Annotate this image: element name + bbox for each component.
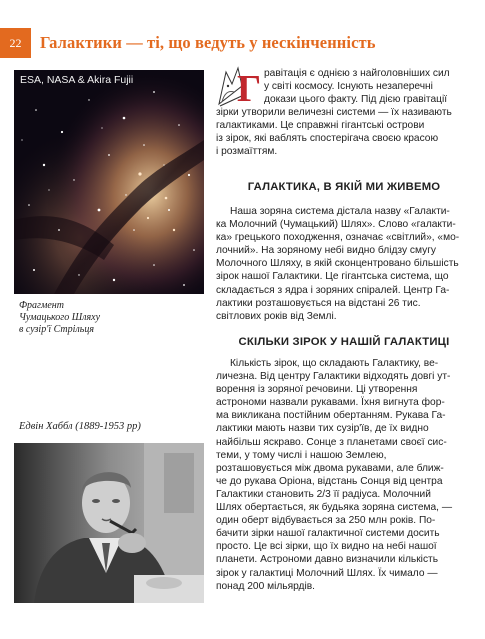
section-galaxy-text <box>216 205 472 323</box>
hubble-photo-caption: Едвін Хаббл (1889-1953 рр) <box>19 421 141 432</box>
text-line: світлових років від Землі. <box>216 310 337 322</box>
text-line: і розмаїттям. <box>216 146 278 158</box>
text-line: Наша зоряна система дістала назву «Галакти- <box>230 206 450 217</box>
page-title: Галактики — ті, що ведуть у нескінченність <box>40 33 376 52</box>
text-line: ворення із зоряної речовини. Ці утворення <box>216 384 418 396</box>
caption-line: Чумацького Шляху <box>19 312 101 323</box>
caption-line: в сузір'ї Стрільця <box>19 324 94 335</box>
text-line: Кількість зірок, що складають Галактику, ве- <box>230 358 439 369</box>
text-line: складається з ядра і зоряних спіралей. Центр Га- <box>216 284 450 296</box>
galaxy-photo-caption <box>19 300 199 336</box>
text-line: че до рукава Оріона, відстань Сонця від центра <box>216 475 443 487</box>
intro-text-beside-cap <box>216 67 472 119</box>
text-line: равітація є однією з найголовніших сил <box>264 68 450 79</box>
text-line: Молочного Шляху, в якій сконцентровано більшість <box>216 258 459 270</box>
section-heading-galaxy: ГАЛАКТИКА, В ЯКІЙ МИ ЖИВЕМО <box>247 181 441 193</box>
text-line: Галактики становить 2/3 її радіуса. Молочний <box>216 488 431 500</box>
text-line: один оберт відбувається за 250 млн років. По- <box>216 515 436 527</box>
text-line: галактиками. Це справжні гігантські острови <box>216 120 425 131</box>
text-line: ка» грецького походження, означає «світлий», «мо- <box>216 232 460 244</box>
text-line: докази цього факту. Під дією гравітації <box>264 94 448 106</box>
text-line: планети. Астрономи давно визначили кількість <box>216 554 439 566</box>
milky-way-image <box>14 70 204 294</box>
text-line: бачити зірки нашої галактичної системи досить <box>216 528 440 540</box>
text-line: понад 200 мільярдів. <box>216 580 315 592</box>
hubble-portrait-photo <box>14 443 204 603</box>
text-line: просто. Це всі зірки, що їх видно на небі нашої <box>216 541 437 553</box>
page-number: 22 <box>0 28 31 58</box>
text-line: ма викликана постійним обертанням. Рукава Га- <box>216 410 446 422</box>
intro-text-rest <box>216 119 472 158</box>
photo-credit: ESA, NASA & Akira Fujii <box>20 74 134 86</box>
text-line: лактики мають назви тих сузір'їв, де їх видно <box>216 423 429 435</box>
hubble-portrait-image <box>14 443 204 603</box>
text-line: лочний». На зоряному небі видно блідзу смугу <box>216 245 437 257</box>
text-line: найбільш яскраво. Сонце з планетами своєї сис- <box>216 436 447 448</box>
text-line: ка Молочний (Чумацький) Шлях». Слово «галакти- <box>216 219 456 231</box>
text-line: лактики розташовується на відстані 26 тис. <box>216 297 421 309</box>
text-line: розташовується між двома рукавами, але ближ- <box>216 462 444 474</box>
dropcap-letter: Г <box>237 68 262 110</box>
text-line: із зірок, які ваблять спостерігача своєю красою <box>216 133 439 145</box>
dropcap <box>216 64 260 110</box>
text-line: зірок у галактиці Молочний Шлях. Їх чимало — <box>216 567 438 579</box>
text-line: личезна. Від центру Галактики відходять довгі ут- <box>216 371 451 383</box>
text-line: зірки утворили величезні системи — їх називають <box>216 107 452 119</box>
section-heading-star-count: СКІЛЬКИ ЗІРОК У НАШІЙ ГАЛАКТИЦІ <box>238 336 450 348</box>
page-header <box>0 28 485 58</box>
section-star-count-text <box>216 357 472 593</box>
caption-line: Фрагмент <box>19 300 64 311</box>
text-line: у світі космосу. Існують незаперечні <box>264 81 433 93</box>
milky-way-photo <box>14 70 204 294</box>
text-line: теми, у тому числі і нашою Землею, <box>216 449 387 461</box>
text-line: Шлях обертається, як будьяка зоряна система, — <box>216 502 453 514</box>
text-line: астрономи назвали рукавами. Їхня вигнута фор- <box>216 397 445 409</box>
text-line: зірок нашої Галактики. Це гігантська система, що <box>216 271 449 283</box>
